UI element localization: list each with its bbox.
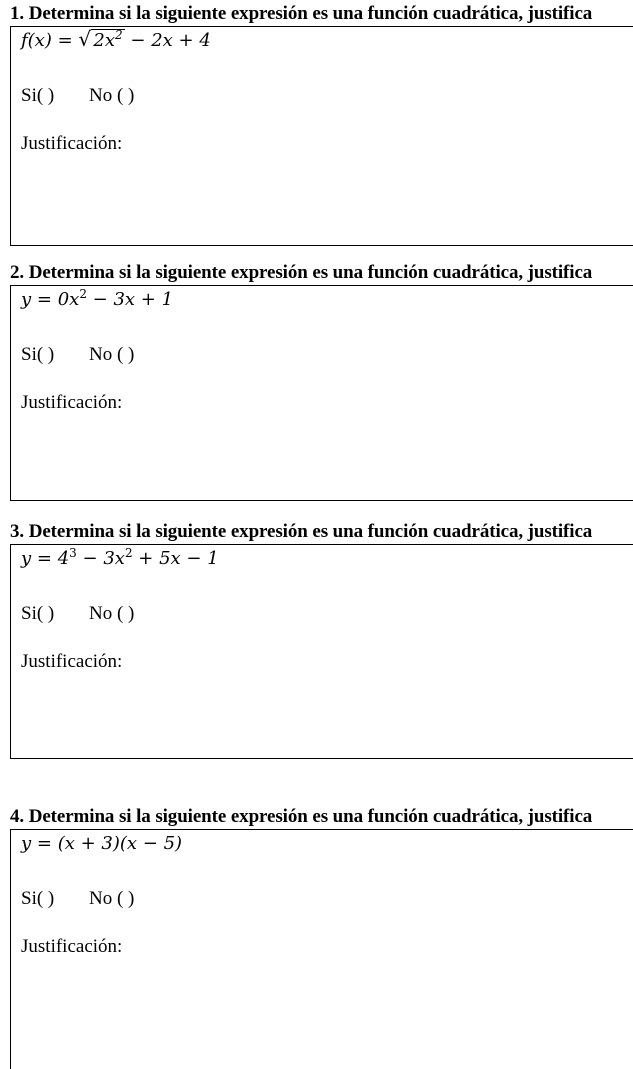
options	[21, 344, 134, 366]
option-no[interactable]: No ( )	[89, 85, 135, 106]
question-title: 1. Determina si la siguiente expresión es una función cuadrática, justifica	[10, 3, 593, 24]
option-si[interactable]: Si( )	[21, 603, 55, 624]
justification-label: Justificación:	[21, 133, 123, 154]
question-title: 3. Determina si la siguiente expresión es una función cuadrática, justifica	[10, 521, 593, 542]
answer-box[interactable]	[10, 285, 633, 501]
option-no[interactable]: No ( )	[89, 888, 135, 909]
formula-radicand: $2x^2$	[93, 28, 123, 51]
sqrt	[78, 29, 124, 53]
options	[21, 603, 134, 625]
formula-lhs: f(x) =	[21, 30, 73, 51]
formula	[21, 29, 211, 53]
question-title: 4. Determina si la siguiente expresión es una función cuadrática, justifica	[10, 806, 593, 827]
formula-rest: − 2x + 4	[130, 30, 211, 51]
answer-box[interactable]	[10, 544, 633, 759]
option-no[interactable]: No ( )	[89, 603, 135, 624]
answer-box[interactable]	[10, 829, 633, 1069]
option-no[interactable]: No ( )	[89, 344, 135, 365]
answer-box[interactable]	[10, 26, 633, 246]
formula: y = (x + 3)(x − 5)	[21, 833, 183, 854]
option-si[interactable]: Si( )	[21, 344, 55, 365]
justification-label: Justificación:	[21, 392, 123, 413]
question-title: 2. Determina si la siguiente expresión es una función cuadrática, justifica	[10, 262, 593, 283]
options	[21, 888, 134, 910]
option-si[interactable]: Si( )	[21, 888, 55, 909]
option-si[interactable]: Si( )	[21, 85, 55, 106]
formula: $y = 0x^2 - 3x + 1$	[21, 287, 174, 310]
formula: $y = 4^3 - 3x^2 + 5x - 1$	[21, 546, 219, 569]
options	[21, 85, 134, 107]
justification-label: Justificación:	[21, 651, 123, 672]
radical-sign-icon: √	[78, 27, 92, 51]
justification-label: Justificación:	[21, 936, 123, 957]
